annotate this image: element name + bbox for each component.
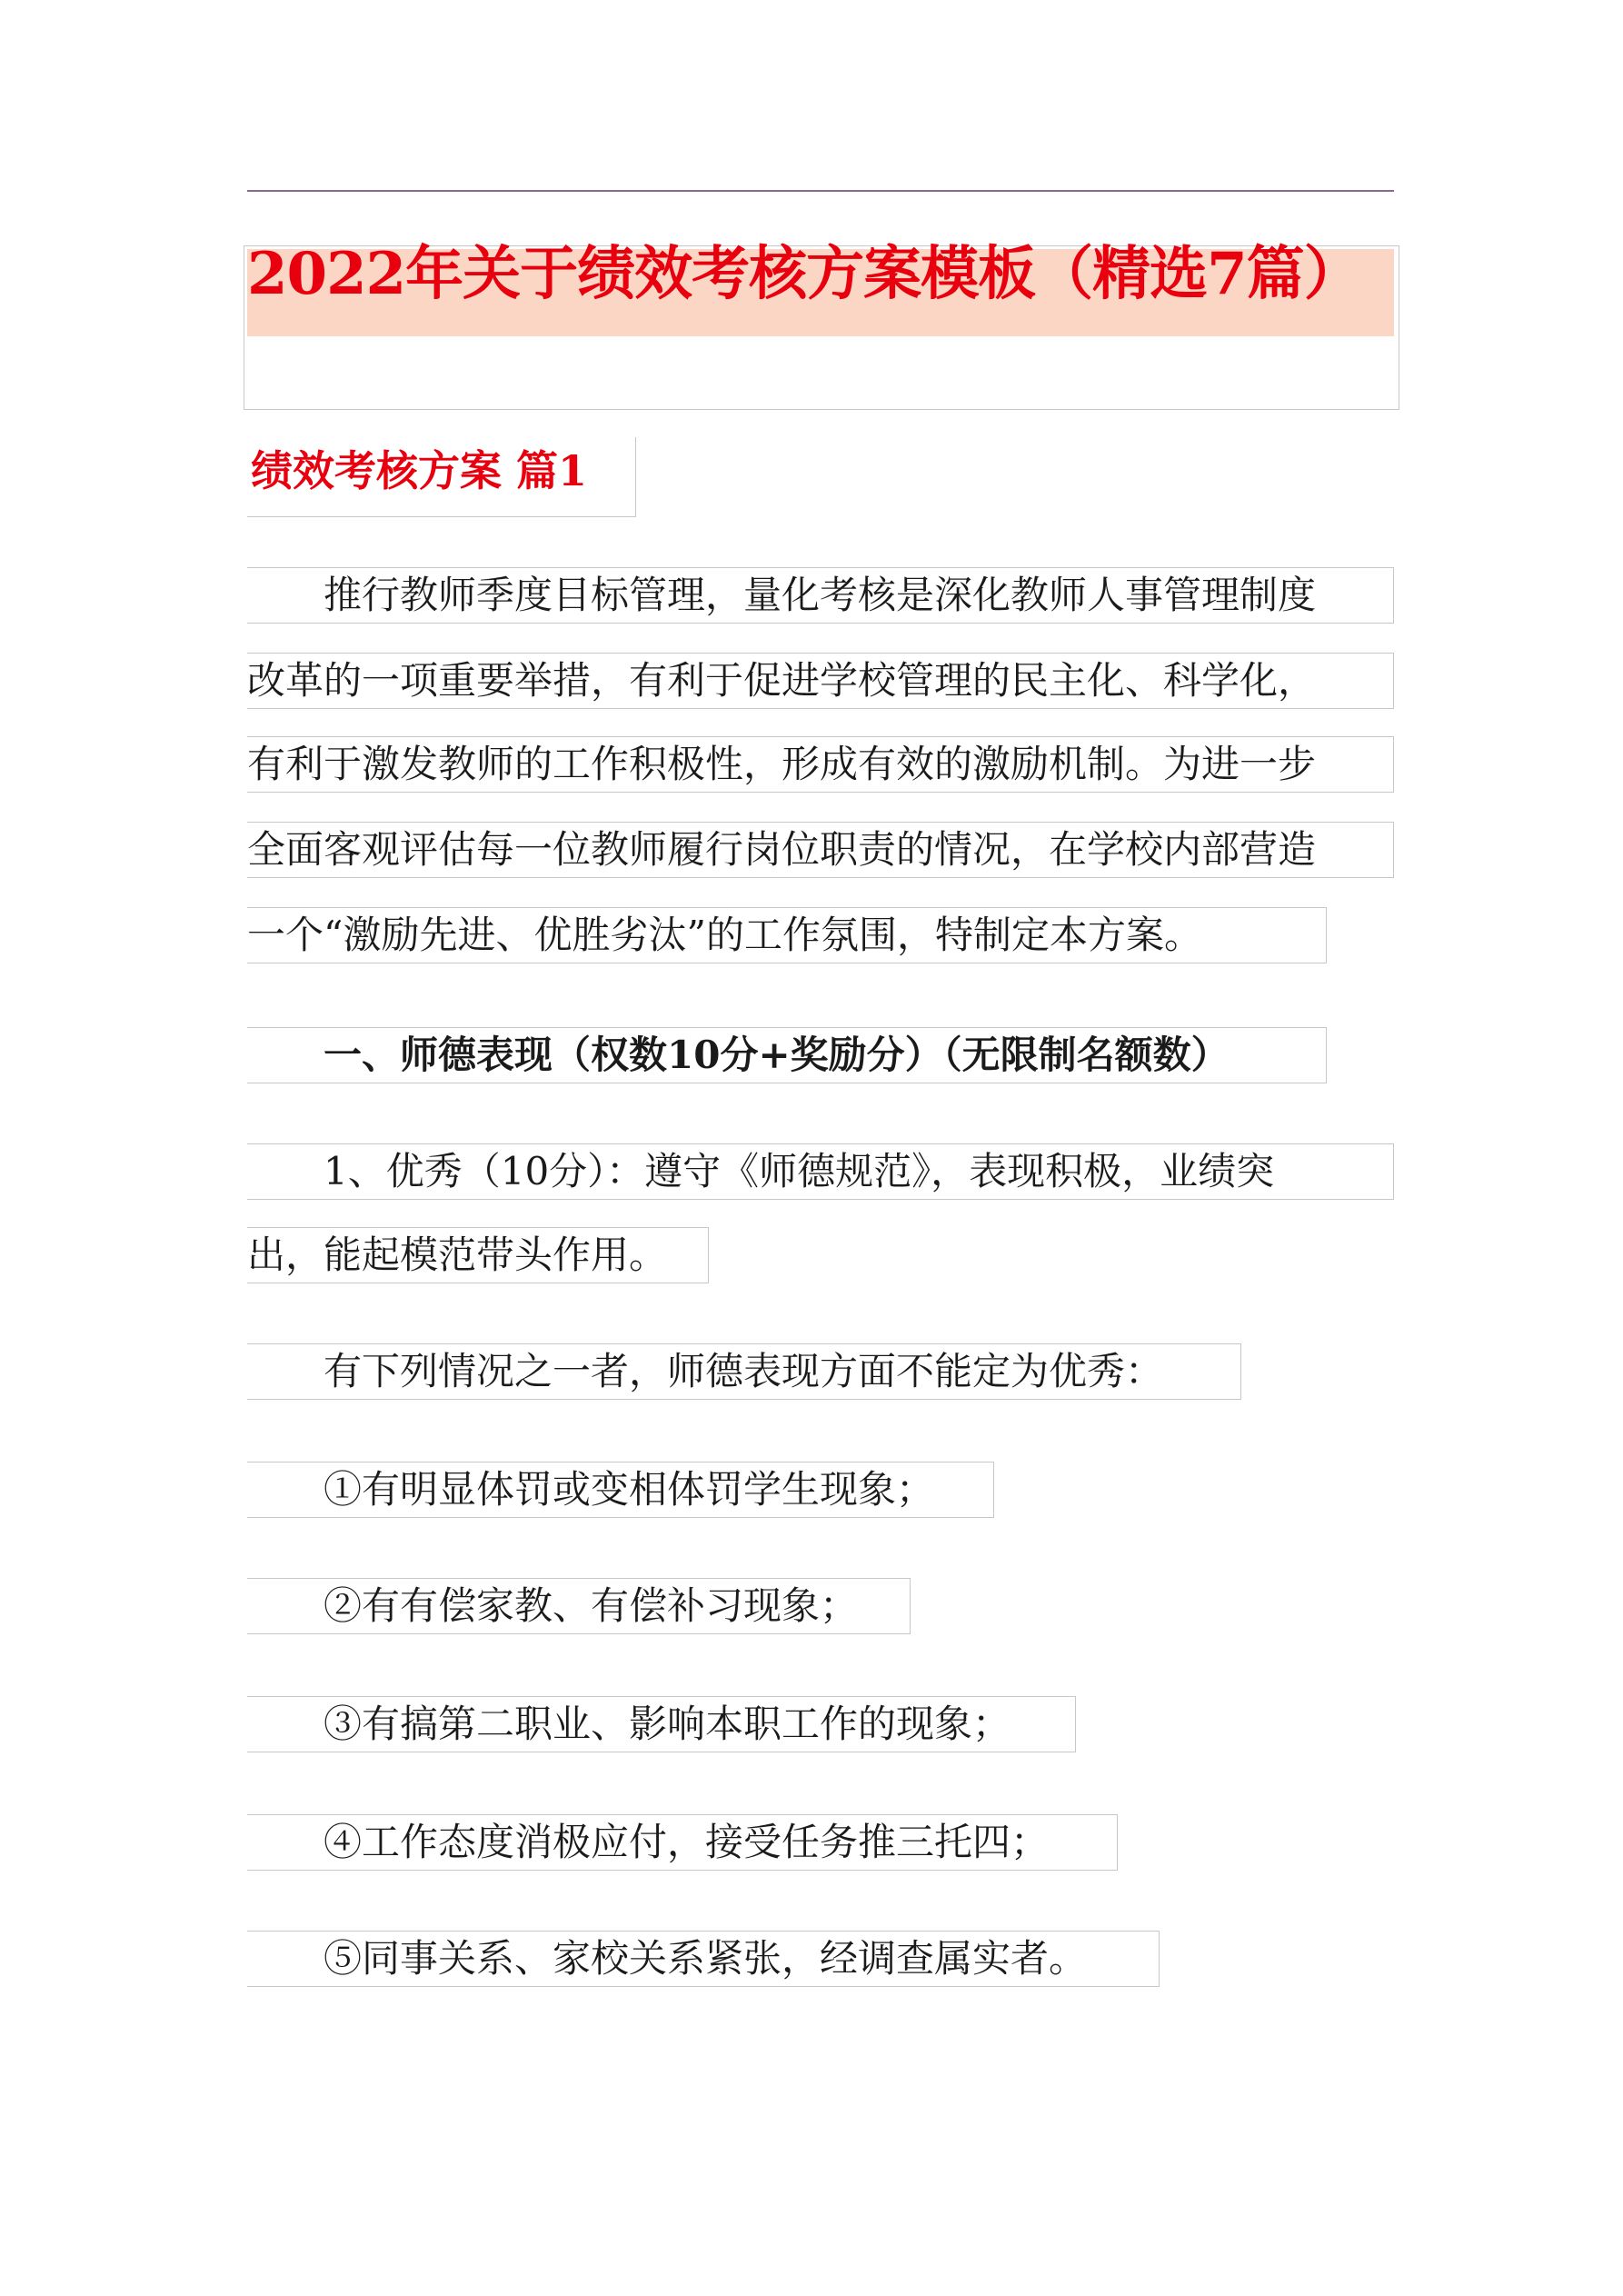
top-rule [247,190,1394,192]
subsection-heading: 一、师德表现（权数10分+奖励分）（无限制名额数） [247,1027,1327,1083]
list-item: ④工作态度消极应付，接受任务推三托四； [247,1814,1118,1871]
paragraph-line: 1、优秀（10分）：遵守《师德规范》，表现积极，业绩突 [247,1143,1394,1200]
paragraph-line: 一个“激励先进、优胜劣汰”的工作氛围，特制定本方案。 [247,907,1327,963]
section-heading: 绩效考核方案 篇1 [251,446,588,495]
list-item: ③有搞第二职业、影响本职工作的现象； [247,1696,1076,1752]
paragraph-line: 有下列情况之一者，师德表现方面不能定为优秀： [247,1343,1241,1400]
list-item: ①有明显体罚或变相体罚学生现象； [247,1462,994,1518]
paragraph-line: 出，能起模范带头作用。 [247,1227,709,1283]
paragraph-line: 推行教师季度目标管理，量化考核是深化教师人事管理制度 [247,567,1394,624]
list-item: ②有有偿家教、有偿补习现象； [247,1578,911,1634]
paragraph-line: 有利于激发教师的工作积极性，形成有效的激励机制。为进一步 [247,736,1394,793]
paragraph-line: 改革的一项重要举措，有利于促进学校管理的民主化、科学化， [247,653,1394,709]
paragraph-line: 全面客观评估每一位教师履行岗位职责的情况，在学校内部营造 [247,822,1394,878]
list-item: ⑤同事关系、家校关系紧张，经调查属实者。 [247,1931,1160,1987]
page-title: 2022年关于绩效考核方案模板（精选7篇） [247,240,1361,308]
